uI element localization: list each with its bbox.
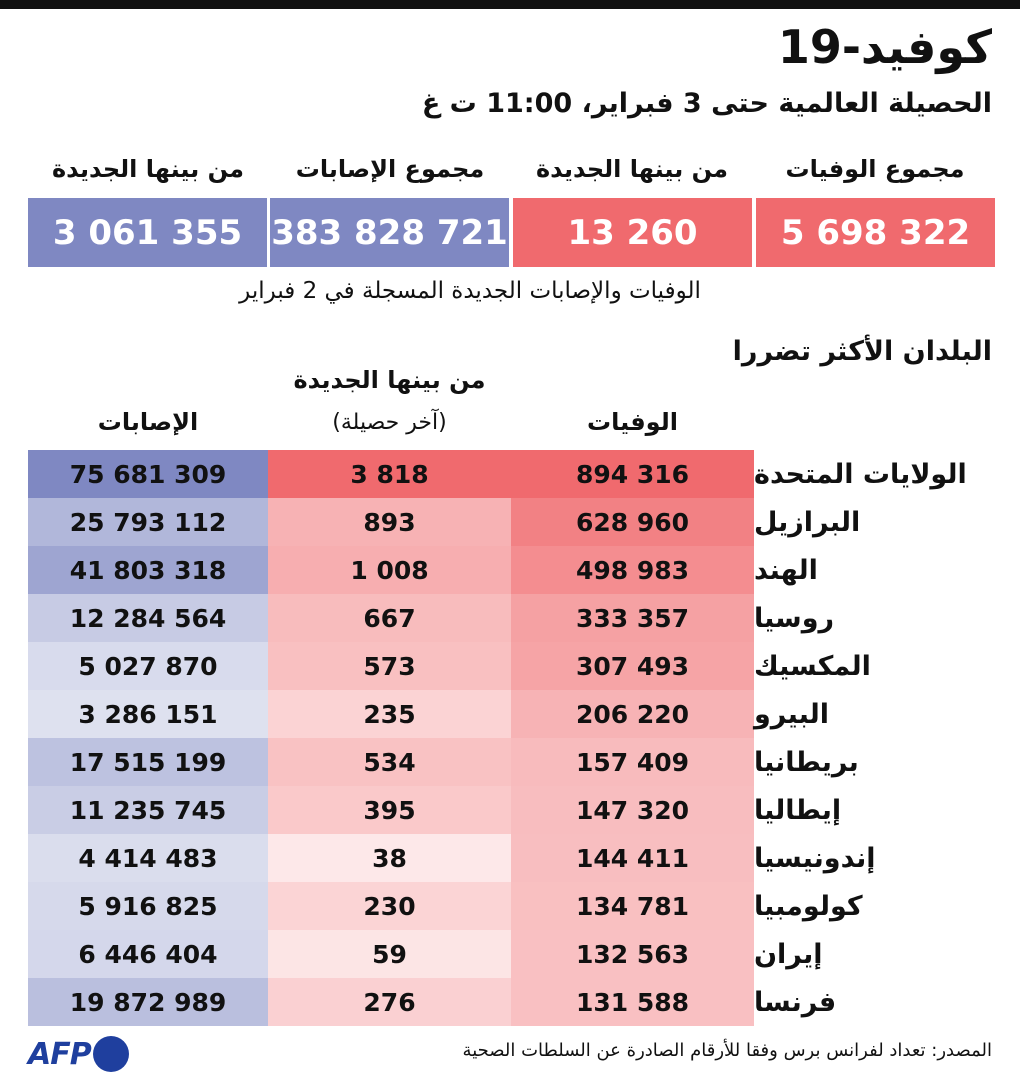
new-deaths-cell: 667 [268, 594, 511, 642]
cases-cell: 41 803 318 [28, 546, 268, 594]
deaths-cell: 132 563 [511, 930, 754, 978]
summary-label-total-cases: مجموع الإصابات [295, 155, 485, 183]
summary-label-new-deaths: من بينها الجديدة [535, 155, 729, 183]
country-name: إندونيسيا [754, 842, 876, 874]
new-deaths-cell: 573 [268, 642, 511, 690]
column-header-new: من بينها الجديدة [293, 366, 486, 394]
cases-cell: 3 286 151 [28, 690, 268, 738]
deaths-cell: 628 960 [511, 498, 754, 546]
country-name: المكسيك [754, 650, 871, 682]
column-header-deaths: الوفيات [587, 408, 678, 436]
deaths-cell: 307 493 [511, 642, 754, 690]
table-row [28, 930, 992, 978]
afp-logo-text: AFP [28, 1036, 91, 1072]
cases-cell: 4 414 483 [28, 834, 268, 882]
source-note: المصدر: تعداد لفرانس برس وفقا للأرقام الصادرة عن السلطات الصحية [462, 1040, 992, 1061]
deaths-cell: 498 983 [511, 546, 754, 594]
country-name: إيطاليا [754, 794, 842, 826]
table-row [28, 498, 992, 546]
new-deaths-cell: 230 [268, 882, 511, 930]
deaths-cell: 144 411 [511, 834, 754, 882]
cases-cell: 5 027 870 [28, 642, 268, 690]
deaths-cell: 147 320 [511, 786, 754, 834]
top-bar [0, 0, 1020, 9]
cases-cell: 12 284 564 [28, 594, 268, 642]
deaths-cell: 894 316 [511, 450, 754, 498]
new-deaths-cell: 59 [268, 930, 511, 978]
deaths-cell: 333 357 [511, 594, 754, 642]
country-name: فرنسا [754, 986, 837, 1018]
section-title: البلدان الأكثر تضررا [732, 336, 992, 367]
new-deaths-cell: 395 [268, 786, 511, 834]
new-deaths-cell: 1 008 [268, 546, 511, 594]
table-row [28, 450, 992, 498]
afp-logo [28, 1036, 129, 1072]
table-row [28, 690, 992, 738]
country-name: الولايات المتحدة [754, 458, 967, 490]
cases-cell: 11 235 745 [28, 786, 268, 834]
new-deaths-cell: 893 [268, 498, 511, 546]
country-name: البيرو [754, 698, 830, 730]
table-row [28, 738, 992, 786]
country-name: البرازيل [754, 506, 861, 538]
countries-table [28, 450, 992, 1026]
summary-label-total-deaths: مجموع الوفيات [785, 155, 965, 183]
page-title: كوفيد-19 [777, 20, 992, 74]
summary-new-cases: 3 061 355 [28, 198, 267, 267]
table-row [28, 978, 992, 1026]
summary-note [0, 278, 1020, 304]
deaths-cell: 157 409 [511, 738, 754, 786]
cases-cell: 25 793 112 [28, 498, 268, 546]
new-deaths-cell: 276 [268, 978, 511, 1026]
summary-total-cases: 383 828 721 [270, 198, 509, 267]
country-name: الهند [754, 554, 818, 586]
new-deaths-cell: 38 [268, 834, 511, 882]
cases-cell: 19 872 989 [28, 978, 268, 1026]
summary-new-deaths: 13 260 [513, 198, 752, 267]
country-name: إيران [754, 938, 823, 970]
deaths-cell: 134 781 [511, 882, 754, 930]
table-row [28, 834, 992, 882]
cases-cell: 5 916 825 [28, 882, 268, 930]
country-name: بريطانيا [754, 746, 859, 778]
new-deaths-cell: 3 818 [268, 450, 511, 498]
cases-cell: 17 515 199 [28, 738, 268, 786]
deaths-cell: 206 220 [511, 690, 754, 738]
table-row [28, 594, 992, 642]
new-deaths-cell: 235 [268, 690, 511, 738]
table-row [28, 642, 992, 690]
page-subtitle: الحصيلة العالمية حتى 3 فبراير، 11:00 ت غ [421, 88, 992, 119]
cases-cell: 6 446 404 [28, 930, 268, 978]
country-name: كولومبيا [754, 890, 863, 922]
new-deaths-cell: 534 [268, 738, 511, 786]
cases-cell: 75 681 309 [28, 450, 268, 498]
column-header-cases: الإصابات [97, 408, 199, 436]
deaths-cell: 131 588 [511, 978, 754, 1026]
summary-note-text: الوفيات والإصابات الجديدة المسجلة في 2 فبراير [239, 278, 701, 304]
table-row [28, 786, 992, 834]
afp-logo-dot [93, 1036, 129, 1072]
table-row [28, 546, 992, 594]
table-row [28, 882, 992, 930]
country-name: روسيا [754, 602, 835, 634]
summary-label-new-cases: من بينها الجديدة [51, 155, 245, 183]
summary-total-deaths: 5 698 322 [756, 198, 995, 267]
column-subheader-new: (آخر حصيلة) [332, 410, 447, 435]
